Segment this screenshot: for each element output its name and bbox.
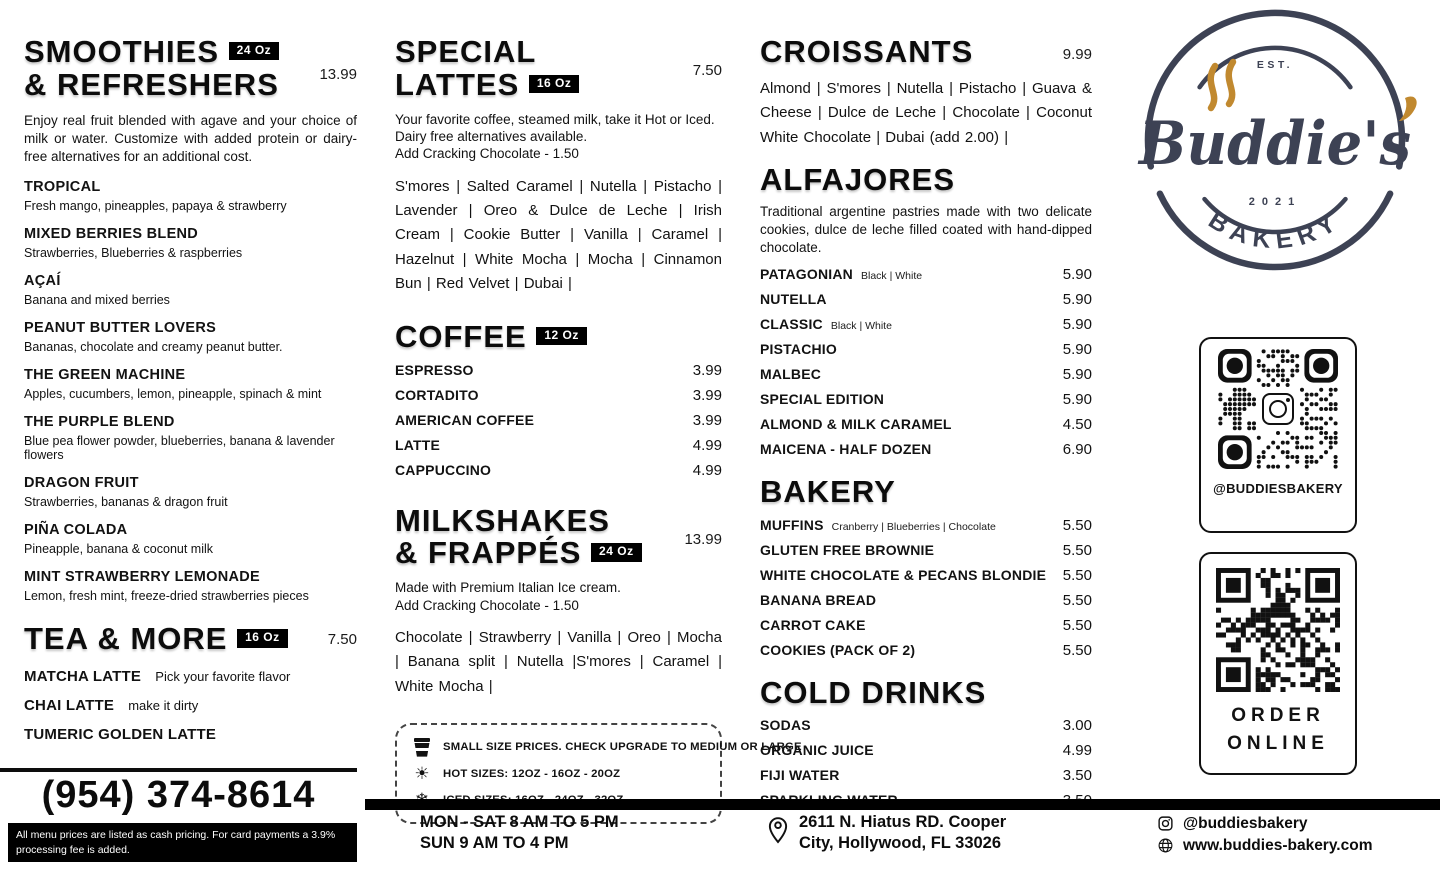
cup-icon	[411, 738, 433, 757]
price-row	[395, 462, 722, 479]
menu-item	[24, 273, 357, 307]
order-label-line1: ORDER	[1231, 705, 1325, 726]
website-url: www.buddies-bakery.com	[1183, 836, 1373, 854]
order-label-line2: ONLINE	[1227, 732, 1329, 754]
instagram-handle: @buddiesbakery	[1183, 815, 1308, 832]
item-name: MUFFINS	[760, 516, 824, 533]
item-price: 6.90	[1062, 440, 1092, 458]
price-row	[395, 387, 722, 404]
special-lattes-flavors: S'mores | Salted Caramel | Nutella | Pistacho | Lavender | Oreo & Dulce de Leche | Irish Cream | Cookie Butter | Vanilla | Caramel | Hazelnut | White Mocha | Mocha | Cinnamon Bun | Red Velvet | Dubai |	[395, 177, 722, 293]
item-desc: Fresh mango, pineapples, papaya & strawberry	[24, 199, 287, 214]
size-info-line	[411, 738, 802, 757]
alfajores-heading	[760, 164, 1092, 197]
size-info-line	[411, 763, 706, 784]
steam-icon	[1211, 66, 1215, 108]
milkshakes-size-badge: 24 Oz	[591, 543, 642, 561]
item-name: MIXED BERRIES BLEND	[24, 226, 199, 243]
item-price: 5.90	[1062, 390, 1092, 408]
smoothies-title-line1: SMOOTHIES	[24, 34, 220, 69]
item-name: COOKIES (PACK OF 2)	[760, 641, 916, 658]
milkshakes-addon: Add Cracking Chocolate - 1.50	[395, 597, 579, 613]
divider	[0, 768, 357, 772]
item-name: LATTE	[395, 436, 441, 453]
item-note: Black | White	[830, 319, 892, 332]
milkshakes-price: 13.99	[684, 530, 722, 548]
price-row	[760, 642, 1092, 659]
item-price: 3.99	[692, 386, 722, 404]
tea-item	[24, 726, 357, 743]
item-name: GLUTEN FREE BROWNIE	[760, 541, 935, 558]
instagram-icon	[1258, 389, 1298, 429]
sun-icon: ☀	[414, 763, 430, 784]
special-lattes-addon: Add Cracking Chocolate - 1.50	[395, 146, 579, 162]
cold-drinks-list	[760, 717, 1092, 809]
price-row	[760, 266, 1092, 283]
item-price: 5.50	[1062, 641, 1092, 659]
opening-hours	[420, 812, 619, 854]
alfajores-description: Traditional argentine pastries made with two delicate cookies, dulce de leche filled coated with hand-dipped chocolate.	[760, 204, 1092, 256]
hours-line2: SUN 9 AM TO 4 PM	[420, 834, 569, 853]
address-line1: 2611 N. Hiatus RD. Cooper	[799, 813, 1007, 831]
item-name: TROPICAL	[24, 179, 101, 196]
menu-item	[24, 569, 357, 603]
logo-wordmark: Buddie's	[1137, 109, 1411, 179]
price-row	[395, 437, 722, 454]
footer-divider-bar	[365, 799, 1440, 810]
croissants-flavors: Almond | S'mores | Nutella | Pistacho | Guava & Cheese | Dulce de Leche | Chocolate | Coconut White Chocolate | Dubai (add 2.00) |	[760, 79, 1092, 146]
smoothies-title	[24, 36, 357, 102]
item-name: MALBEC	[760, 365, 822, 382]
item-desc: Lemon, fresh mint, freeze-dried strawberries pieces	[24, 589, 309, 604]
item-price: 4.99	[692, 461, 722, 479]
price-row	[760, 366, 1092, 383]
tea-title	[24, 623, 357, 656]
tea-title-text: TEA & MORE	[24, 621, 228, 657]
item-desc: Blue pea flower powder, blueberries, banana & lavender flowers	[24, 434, 335, 463]
item-name: MAICENA - HALF DOZEN	[760, 440, 932, 457]
item-name: PEANUT BUTTER LOVERS	[24, 320, 217, 337]
item-name: CHAI LATTE	[24, 697, 115, 715]
milkshakes-flavors: Chocolate | Strawberry | Vanilla | Oreo | Mocha | Banana split | Nutella |S'mores | Caramel | White Mocha |	[395, 628, 722, 695]
globe-icon	[1157, 837, 1174, 854]
smoothies-column	[24, 36, 357, 743]
menu-item	[24, 414, 357, 462]
steam-icon	[1229, 62, 1233, 104]
logo-bakery-label: BAKERY	[1203, 205, 1347, 255]
address-text	[799, 812, 1006, 854]
item-name: AMERICAN COFFEE	[395, 411, 535, 428]
item-desc: Strawberries, bananas & dragon fruit	[24, 495, 228, 510]
item-name: FIJI WATER	[760, 767, 840, 784]
coffee-heading	[395, 318, 722, 354]
item-price: 5.50	[1062, 591, 1092, 609]
item-name: ORGANIC JUICE	[760, 742, 874, 759]
cold-drinks-title: COLD DRINKS	[760, 674, 987, 710]
phone-number: (954) 374-8614	[41, 774, 316, 816]
tea-item	[24, 668, 357, 685]
smoothies-heading	[24, 36, 357, 102]
milkshakes-desc: Made with Premium Italian Ice cream.	[395, 580, 621, 596]
item-name: PIÑA COLADA	[24, 522, 128, 539]
item-note: make it dirty	[128, 698, 199, 714]
item-price: 4.99	[692, 436, 722, 454]
item-desc: Apples, cucumbers, lemon, pineapple, spinach & mint	[24, 387, 322, 402]
order-online-label	[1210, 702, 1346, 757]
bakery-heading	[760, 473, 1092, 509]
smoothies-description: Enjoy real fruit blended with agave and your choice of milk or water. Customize with added protein or dairy-free alternatives for an additional cost.	[24, 112, 357, 165]
item-note: Cranberry | Blueberries | Chocolate	[831, 520, 996, 533]
special-lattes-desc2: Dairy free alternatives available.	[395, 128, 588, 144]
price-row	[760, 742, 1092, 759]
smoothies-size-badge: 24 Oz	[229, 42, 280, 60]
menu-item	[24, 179, 357, 213]
croissants-price: 9.99	[1062, 46, 1092, 63]
item-name: ALMOND & MILK CARAMEL	[760, 415, 952, 432]
alfajores-title: ALFAJORES	[760, 162, 956, 198]
coffee-size-badge: 12 Oz	[536, 327, 587, 345]
item-name: NUTELLA	[760, 290, 827, 307]
price-row	[395, 362, 722, 379]
item-price: 3.00	[1062, 717, 1092, 735]
price-row	[760, 542, 1092, 559]
price-row	[395, 412, 722, 429]
item-name: ESPRESSO	[395, 361, 474, 378]
special-lattes-price: 7.50	[692, 62, 722, 79]
item-price: 3.99	[692, 361, 722, 379]
coffee-list	[395, 362, 722, 479]
order-online-qr-card	[1199, 552, 1357, 775]
item-name: TUMERIC GOLDEN LATTE	[24, 726, 217, 744]
phone-block	[0, 768, 357, 862]
item-price: 5.50	[1062, 616, 1092, 634]
instagram-icon	[1157, 815, 1174, 832]
croissants-heading	[760, 36, 1092, 69]
milkshakes-heading	[395, 502, 722, 571]
croissants-title: CROISSANTS	[760, 34, 974, 69]
special-lattes-desc1: Your favorite coffee, steamed milk, take it Hot or Iced.	[395, 111, 715, 127]
price-row	[760, 717, 1092, 734]
item-name: CAPPUCCINO	[395, 461, 492, 478]
item-name: PATAGONIAN	[760, 265, 853, 282]
tea-item	[24, 697, 357, 714]
menu-item	[24, 226, 357, 260]
instagram-qr-code	[1218, 349, 1338, 469]
smoothies-title-line2: & REFRESHERS	[24, 66, 279, 102]
website-row	[1157, 836, 1373, 856]
item-name: CLASSIC	[760, 315, 823, 332]
item-desc: Banana and mixed berries	[24, 293, 170, 308]
smoothies-price: 13.99	[319, 66, 357, 83]
tea-heading	[24, 623, 357, 656]
item-price: 5.90	[1062, 315, 1092, 333]
instagram-handle: @BUDDIESBAKERY	[1213, 481, 1343, 496]
alfajores-list	[760, 266, 1092, 458]
milkshakes-title-line1: MILKSHAKES	[395, 502, 610, 538]
item-name: CORTADITO	[395, 386, 479, 403]
item-note: Black | White	[861, 269, 923, 282]
item-desc: Strawberries, Blueberries & raspberries	[24, 246, 243, 261]
item-name: THE PURPLE BLEND	[24, 414, 175, 431]
cash-pricing-note: All menu prices are listed as cash pricing. For card payments a 3.9% processing fee is added.	[8, 823, 357, 862]
item-name: THE GREEN MACHINE	[24, 367, 186, 384]
instagram-qr-card	[1199, 337, 1357, 533]
coffee-title	[395, 318, 722, 354]
menu-item	[24, 475, 357, 509]
item-name: BANANA BREAD	[760, 591, 877, 608]
item-price: 5.90	[1062, 265, 1092, 283]
address-line2: City, Hollywood, FL 33026	[799, 834, 1002, 853]
item-name: SPECIAL EDITION	[760, 390, 885, 407]
price-row	[760, 617, 1092, 634]
size-info-text: SMALL SIZE PRICES. CHECK UPGRADE TO MEDIUM OR LARGE	[443, 741, 802, 754]
price-row	[760, 291, 1092, 308]
special-lattes-title-line1: SPECIAL	[395, 34, 537, 69]
item-price: 3.99	[692, 411, 722, 429]
address-block	[765, 812, 1006, 854]
logo-est-label: EST.	[1256, 59, 1294, 71]
cold-drinks-heading	[760, 674, 1092, 710]
milkshakes-title	[395, 502, 722, 571]
price-row	[760, 592, 1092, 609]
item-note: Pick your favorite flavor	[155, 669, 291, 685]
bakery-list	[760, 517, 1092, 659]
item-name: DRAGON FRUIT	[24, 475, 139, 492]
hours-line1: MON - SAT 8 AM TO 5 PM	[420, 813, 619, 831]
menu-item	[24, 522, 357, 556]
item-price: 5.90	[1062, 340, 1092, 358]
item-name: WHITE CHOCOLATE & PECANS BLONDIE	[760, 566, 1047, 583]
price-row	[760, 567, 1092, 584]
buddies-bakery-logo	[1125, 6, 1425, 278]
instagram-row	[1157, 814, 1373, 834]
price-row	[760, 341, 1092, 358]
bakery-title: BAKERY	[760, 473, 896, 509]
location-pin-icon	[765, 812, 791, 846]
item-price: 5.90	[1062, 290, 1092, 308]
special-lattes-size-badge: 16 Oz	[529, 75, 580, 93]
item-price: 5.50	[1062, 541, 1092, 559]
milkshakes-title-line2: & FRAPPÉS	[395, 535, 582, 571]
price-row	[760, 441, 1092, 458]
menu-item	[24, 320, 357, 354]
item-name: MINT STRAWBERRY LEMONADE	[24, 569, 260, 586]
item-name: SODAS	[760, 717, 811, 734]
size-info-text: HOT SIZES: 12OZ - 16OZ - 20OZ	[443, 768, 621, 781]
menu-item	[24, 367, 357, 401]
special-lattes-heading	[395, 36, 722, 102]
price-row	[760, 416, 1092, 433]
special-lattes-title	[395, 36, 722, 102]
price-row	[760, 391, 1092, 408]
logo-year: 2021	[1248, 196, 1302, 208]
pastries-column	[760, 36, 1092, 809]
item-price: 5.90	[1062, 365, 1092, 383]
item-price: 5.50	[1062, 566, 1092, 584]
special-lattes-title-line2: LATTES	[395, 66, 520, 102]
item-name: AÇAÍ	[24, 273, 61, 290]
social-block	[1157, 812, 1373, 856]
item-price: 4.99	[1062, 742, 1092, 760]
item-price: 4.50	[1062, 415, 1092, 433]
item-name: CARROT CAKE	[760, 616, 866, 633]
item-name: MATCHA LATTE	[24, 668, 142, 686]
tea-size-badge: 16 Oz	[237, 629, 288, 647]
tea-price: 7.50	[327, 631, 357, 649]
item-price: 5.50	[1062, 516, 1092, 534]
item-price: 3.50	[1062, 767, 1092, 785]
price-row	[760, 517, 1092, 534]
item-desc: Bananas, chocolate and creamy peanut butter.	[24, 340, 283, 355]
price-row	[760, 767, 1092, 784]
item-desc: Pineapple, banana & coconut milk	[24, 542, 214, 557]
order-online-qr-code	[1216, 568, 1340, 692]
coffee-title-text: COFFEE	[395, 318, 527, 354]
item-name: PISTACHIO	[760, 340, 837, 357]
price-row	[760, 316, 1092, 333]
